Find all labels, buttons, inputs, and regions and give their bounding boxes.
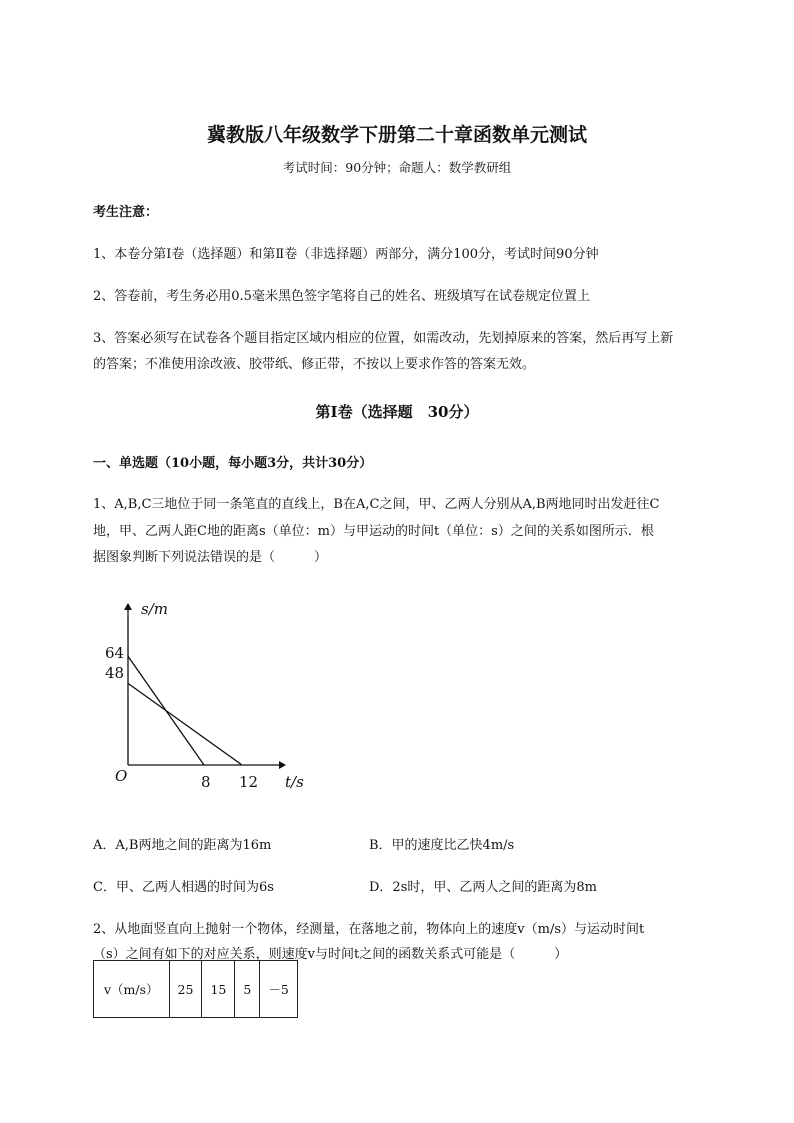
table-cell: －5 [260,961,297,1018]
question-1-line-3: 据图象判断下列说法错误的是（ ） [93,550,328,565]
question-2-line-2: （s）之间有如下的对应关系，则速度v与时间t之间的函数关系式可能是（ ） [93,947,568,962]
question-1-line-1: 1、A,B,C三地位于同一条笔直的直线上，B在A,C之间，甲、乙两人分别从A,B两地同时出发赶往C [93,497,660,512]
distance-time-graph [95,598,320,798]
y-tick-48: 48 [105,664,125,682]
series-line-2 [128,683,242,765]
page-title: 冀教版八年级数学下册第二十章函数单元测试 [206,124,587,146]
y-tick-64: 64 [105,644,125,662]
option-d: D．2s时，甲、乙两人之间的距离为8m [369,880,597,895]
x-tick-12: 12 [239,773,259,791]
notice-item-3-cont: 的答案；不准使用涂改液、胶带纸、修正带，不按以上要求作答的答案无效。 [93,357,536,372]
section-title: 第I卷（选择题 30分） [315,403,479,421]
x-tick-8: 8 [201,773,211,791]
table-header-cell: v（m/s） [94,961,170,1018]
x-axis-label: t/s [285,773,304,791]
table-cell: 25 [169,961,202,1018]
table-cell: 15 [202,961,235,1018]
option-c: C．甲、乙两人相遇的时间为6s [93,880,274,895]
origin-label: O [115,767,128,785]
notice-heading: 考生注意： [93,205,159,220]
question-2-line-1: 2、从地面竖直向上抛射一个物体，经测量，在落地之前，物体向上的速度v（m/s）与运动时间t [93,922,645,937]
page-subtitle: 考试时间：90分钟；命题人：数学教研组 [282,160,512,175]
notice-item-1: 1、本卷分第I卷（选择题）和第Ⅱ卷（非选择题）两部分，满分100分，考试时间90分钟 [93,247,599,262]
y-axis-label: s/m [141,600,168,618]
table-row [94,961,298,1018]
table-cell: 5 [235,961,260,1018]
option-b: B．甲的速度比乙快4m/s [369,838,515,853]
velocity-table [93,960,298,1018]
question-1-line-2: 地，甲、乙两人距C地的距离s（单位：m）与甲运动的时间t（单位：s）之间的关系如图所示．根 [93,524,654,539]
option-a: A．A,B两地之间的距离为16m [93,838,272,853]
notice-item-2: 2、答卷前，考生务必用0.5毫米黑色签字笔将自己的姓名、班级填写在试卷规定位置上 [93,289,590,304]
section-heading: 一、单选题（10小题，每小题3分，共计30分） [93,456,373,471]
notice-item-3: 3、答案必须写在试卷各个题目指定区域内相应的位置，如需改动，先划掉原来的答案，然后再写上新 [93,331,674,346]
